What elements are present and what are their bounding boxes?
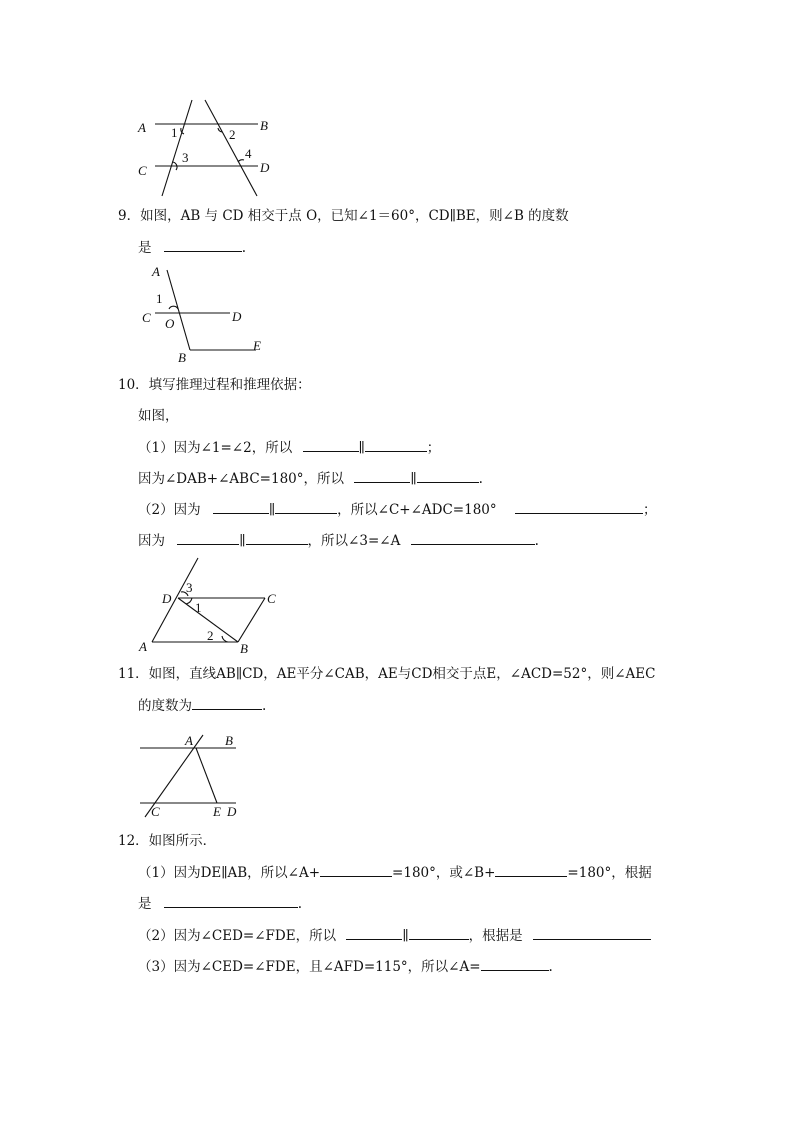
question-10-part1b: 因为∠DAB+∠ABC=180°，所以 ∥ . [138, 471, 483, 487]
label-d-q9: D [232, 309, 242, 324]
label-d-q11: D [227, 804, 237, 819]
question-11-text: 11．如图，直线AB∥CD，AE平分∠CAB，AE与CD相交于点E，∠ACD=52°，则∠AEC [118, 666, 656, 682]
angle-label-2-q10: 2 [207, 628, 214, 643]
question-11-answer-line: 的度数为 . [138, 698, 267, 714]
label-o-q9: O [165, 316, 175, 331]
question-12-part2: （2）因为∠CED=∠FDE，所以 ∥ ，根据是 [138, 926, 651, 945]
label-b: B [260, 118, 268, 133]
question-10-title: 10．填写推理过程和推理依据： [118, 377, 311, 393]
angle-label-1-q9: 1 [156, 291, 163, 306]
answer-blank-12-2b[interactable] [409, 926, 469, 940]
label-a-q10: A [139, 639, 147, 654]
label-c-q11: C [151, 804, 160, 819]
angle-label-3: 3 [182, 150, 189, 165]
answer-blank-12-3[interactable] [481, 957, 549, 971]
angle-label-2: 2 [229, 127, 236, 142]
label-b-q10: B [240, 641, 248, 656]
label-a-q11: A [185, 733, 193, 748]
label-e-q11: E [213, 804, 221, 819]
answer-blank-12-1c[interactable] [164, 894, 298, 908]
angle-label-1: 1 [171, 125, 178, 140]
question-10-part2: （2）因为 ∥ ，所以∠C+∠ADC=180° ； [138, 502, 657, 518]
label-c-q10: C [267, 591, 276, 606]
label-d-q10: D [162, 591, 172, 606]
question-9-prefix: 是 [138, 240, 152, 256]
label-c: C [138, 163, 147, 178]
answer-blank-12-2a[interactable] [346, 926, 402, 940]
angle-label-4: 4 [245, 146, 252, 161]
question-10-part2b: 因为 ∥ ，所以∠3=∠A . [138, 533, 539, 549]
label-a: A [138, 120, 146, 135]
label-c-q9: C [142, 310, 151, 325]
label-e-q9: E [253, 338, 261, 353]
question-10-intro: 如图， [138, 408, 179, 424]
question-9-line1: 9．如图，AB 与 CD 相交于点 O，已知∠1＝60°，CD∥BE，则∠B 的度数 [118, 208, 569, 224]
label-b-q9: B [178, 350, 186, 365]
line-ae [196, 748, 217, 803]
label-d: D [260, 160, 270, 175]
answer-blank-12-2c[interactable] [533, 926, 651, 940]
answer-blank-12-1b[interactable] [495, 863, 567, 877]
label-a-q9: A [152, 264, 160, 279]
question-10-part1: （1）因为∠1=∠2，所以 ∥ ； [138, 440, 441, 456]
question-12-part1: （1）因为DE∥AB，所以∠A+ =180°，或∠B+ =180°，根据 [138, 865, 652, 881]
answer-blank-12-1a[interactable] [320, 863, 392, 877]
angle-label-3-q10: 3 [186, 580, 193, 595]
question-12-part1b: 是 . [138, 896, 303, 912]
question-12-title: 12．如图所示． [118, 833, 217, 849]
label-b-q11: B [225, 733, 233, 748]
question-9-answer-line: 是 . [138, 240, 247, 256]
angle-label-1-q10: 1 [195, 600, 202, 615]
question-12-part3: （3）因为∠CED=∠FDE，且∠AFD=115°，所以∠A= . [138, 959, 553, 975]
